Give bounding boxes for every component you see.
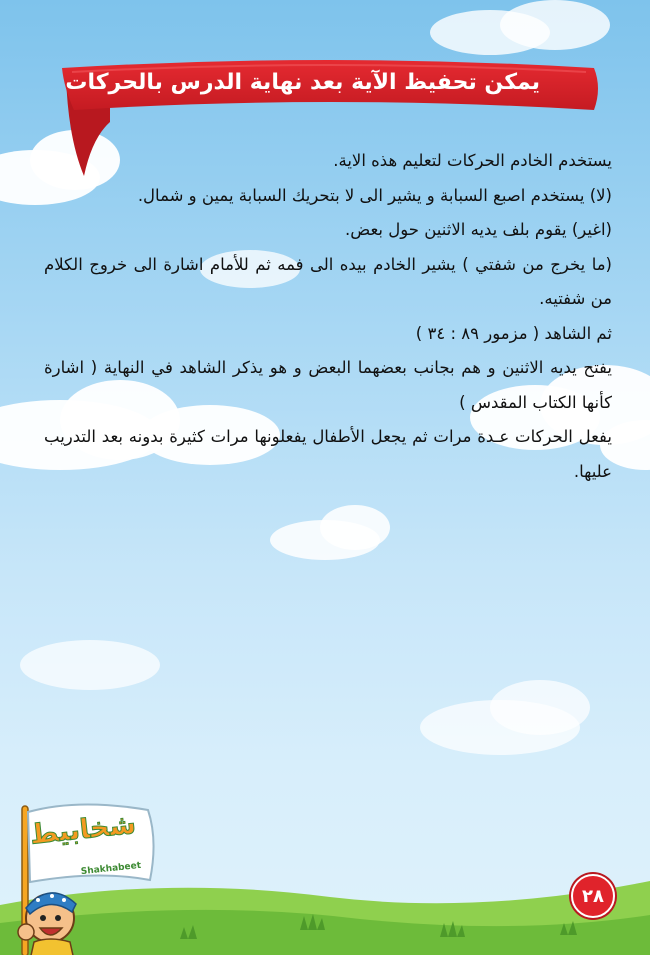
logo-subtitle: Shakhabeet	[80, 860, 142, 878]
logo-wordmark: شخابيط	[28, 808, 138, 851]
page-title: يمكن تحفيظ الآية بعد نهاية الدرس بالحركات	[65, 70, 540, 95]
shakhabeet-logo	[8, 800, 168, 955]
text-line: ثم الشاهد ( مزمور ٨٩ : ٣٤ )	[415, 323, 612, 343]
lesson-text	[44, 144, 612, 489]
text-line: يفعل الحركات عـدة مرات ثم يجعل الأطفال يفعلونها مرات كثيرة بدونه بعد التدريب عليها.	[44, 427, 612, 481]
page-number-badge: ٢٨	[571, 874, 615, 918]
text-line: (ما يخرج من شفتي ) يشير الخادم بيده الى فمه ثم للأمام اشارة الى خروج الكلام من شفتيه.	[44, 254, 612, 308]
text-line: يستخدم الخادم الحركات لتعليم هذه الاية.	[333, 151, 612, 170]
text-line: (لا) يستخدم اصبع السبابة و يشير الى لا بتحريك السبابة يمين و شمال.	[137, 185, 612, 205]
text-line: يفتح يديه الاثنين و هم بجانب بعضهما البعض و هو يذكر الشاهد في النهاية ( اشارة كأنها الكتاب المقدس )	[44, 358, 612, 412]
text-line: (اغير) يقوم بلف يديه الاثنين حول بعض.	[345, 220, 612, 239]
